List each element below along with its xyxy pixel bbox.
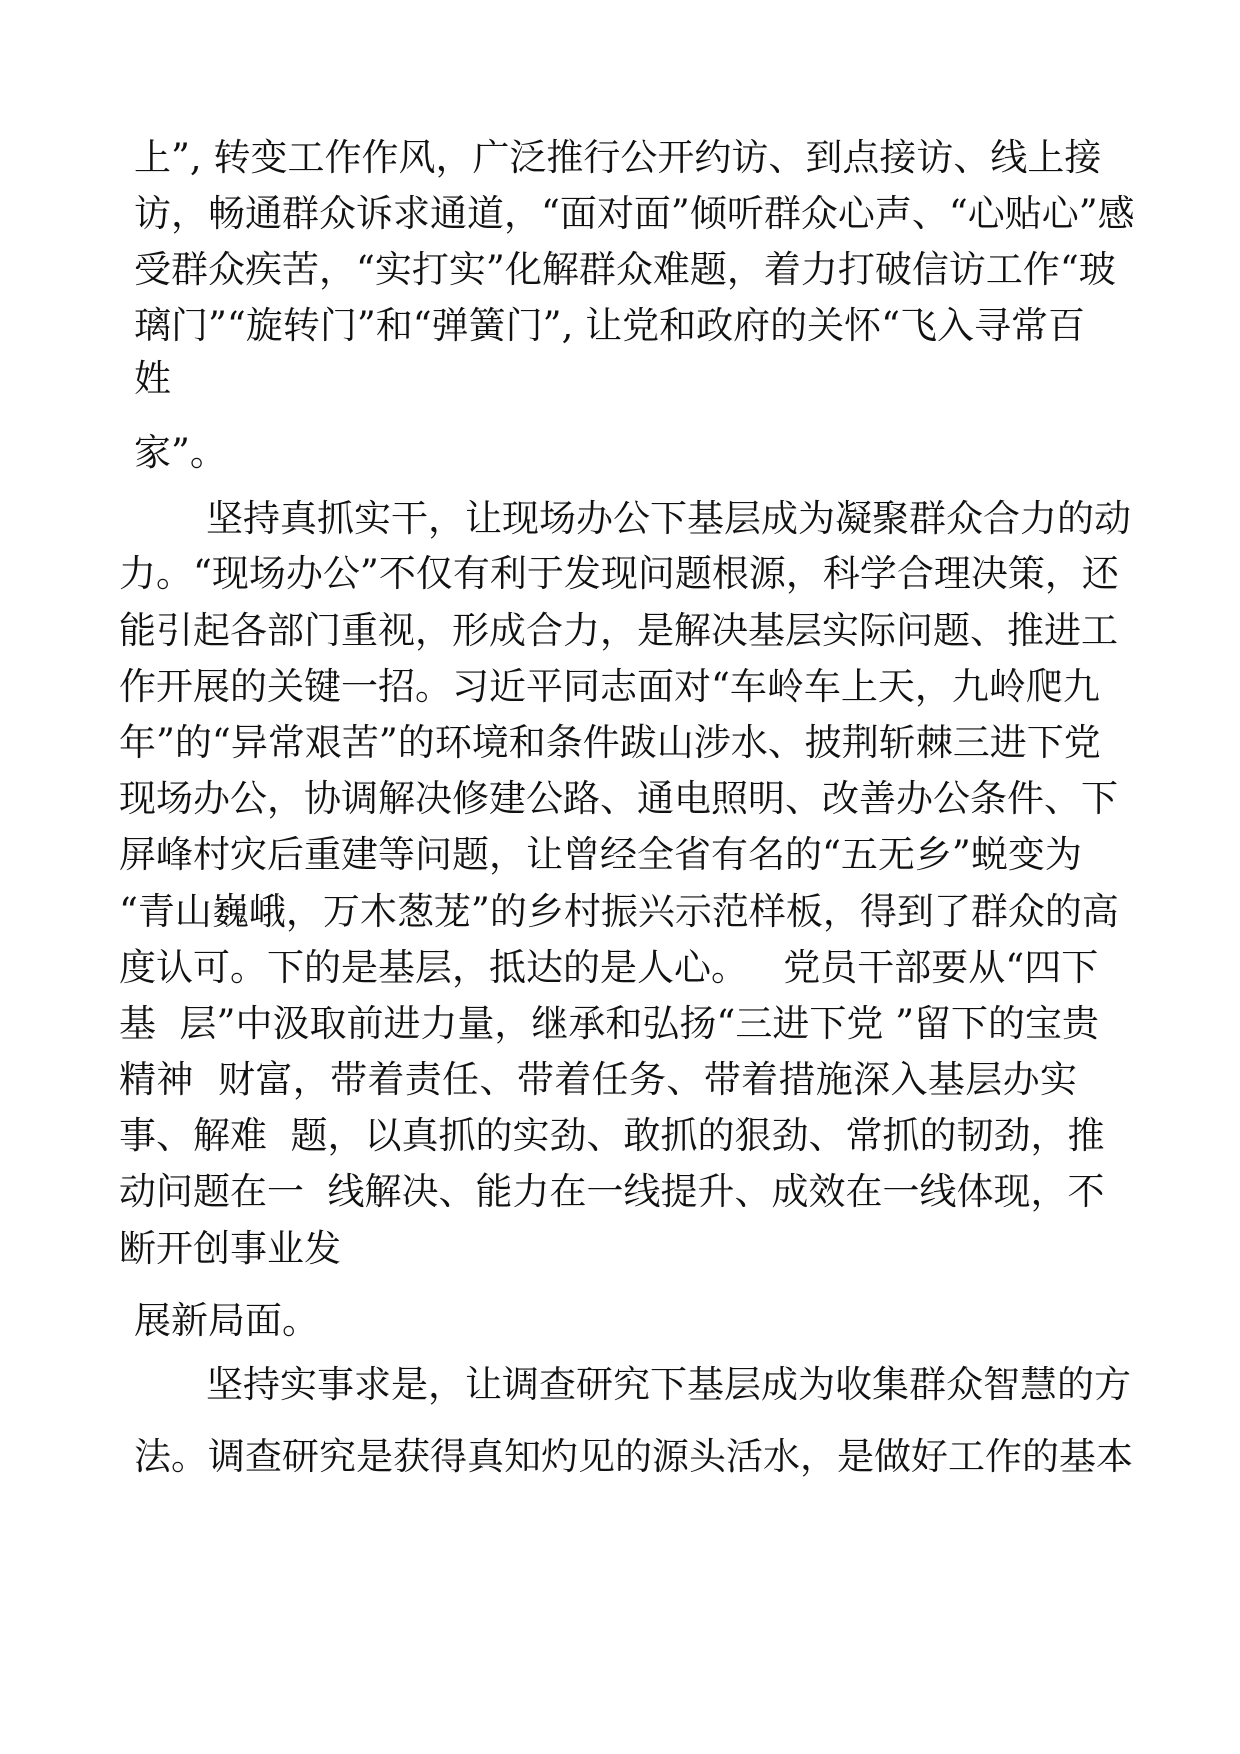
text-line: 屏峰村灾后重建等问题，让曾经全省有名的“五无乡”蜕变为 [119, 833, 1082, 876]
text-line: 受群众疾苦，“实打实”化解群众难题，着力打破信访工作“玻 [134, 248, 1116, 291]
text-line: 精神 财富，带着责任、带着任务、带着措施深入基层办实 [119, 1058, 1077, 1101]
text-line: 访，畅通群众诉求通道，“面对面”倾听群众心声、“心贴心”感 [134, 192, 1135, 235]
text-line: 动问题在一 线解决、能力在一线提升、成效在一线体现，不 [119, 1170, 1105, 1213]
text-line: 力。“现场办公”不仅有利于发现问题根源，科学合理决策，还 [119, 552, 1119, 595]
text-line: 事、解难 题，以真抓的实劲、敢抓的狠劲、常抓的韧劲，推 [119, 1114, 1105, 1157]
text-line: “青山巍峨，万木葱茏”的乡村振兴示范样板，得到了群众的高 [119, 890, 1119, 933]
paragraph-first-line: 坚持真抓实干，让现场办公下基层成为凝聚群众合力的动 [206, 497, 1131, 540]
text-line: 作开展的关键一招。习近平同志面对“车岭车上天，九岭爬九 [119, 665, 1100, 708]
text-line: 能引起各部门重视，形成合力，是解决基层实际问题、推进工 [119, 609, 1118, 652]
text-line: 姓 [134, 357, 171, 400]
text-line: 家”。 [134, 431, 227, 474]
text-line: 法。调查研究是获得真知灼见的源头活水，是做好工作的基本 [134, 1435, 1133, 1478]
text-line: 年”的“异常艰苦”的环境和条件跋山涉水、披荆斩棘三进下党 [119, 721, 1101, 764]
text-line: 现场办公，协调解决修建公路、通电照明、改善办公条件、下 [119, 777, 1118, 820]
text-line: 璃门”“旋转门”和“弹簧门”, 让党和政府的关怀“飞入寻常百 [134, 304, 1086, 347]
text-line: 基 层”中汲取前进力量，继承和弘扬“三进下党 ”留下的宝贵 [119, 1002, 1100, 1045]
paragraph-first-line: 坚持实事求是，让调查研究下基层成为收集群众智慧的方 [206, 1363, 1131, 1406]
text-line: 展新局面。 [134, 1299, 319, 1342]
text-line: 断开创事业发 [119, 1227, 341, 1270]
text-line: 度认可。下的是基层，抵达的是人心。 党员干部要从“四下 [119, 946, 1099, 989]
text-line: 上”, 转变工作作风，广泛推行公开约访、到点接访、线上接 [134, 136, 1102, 179]
